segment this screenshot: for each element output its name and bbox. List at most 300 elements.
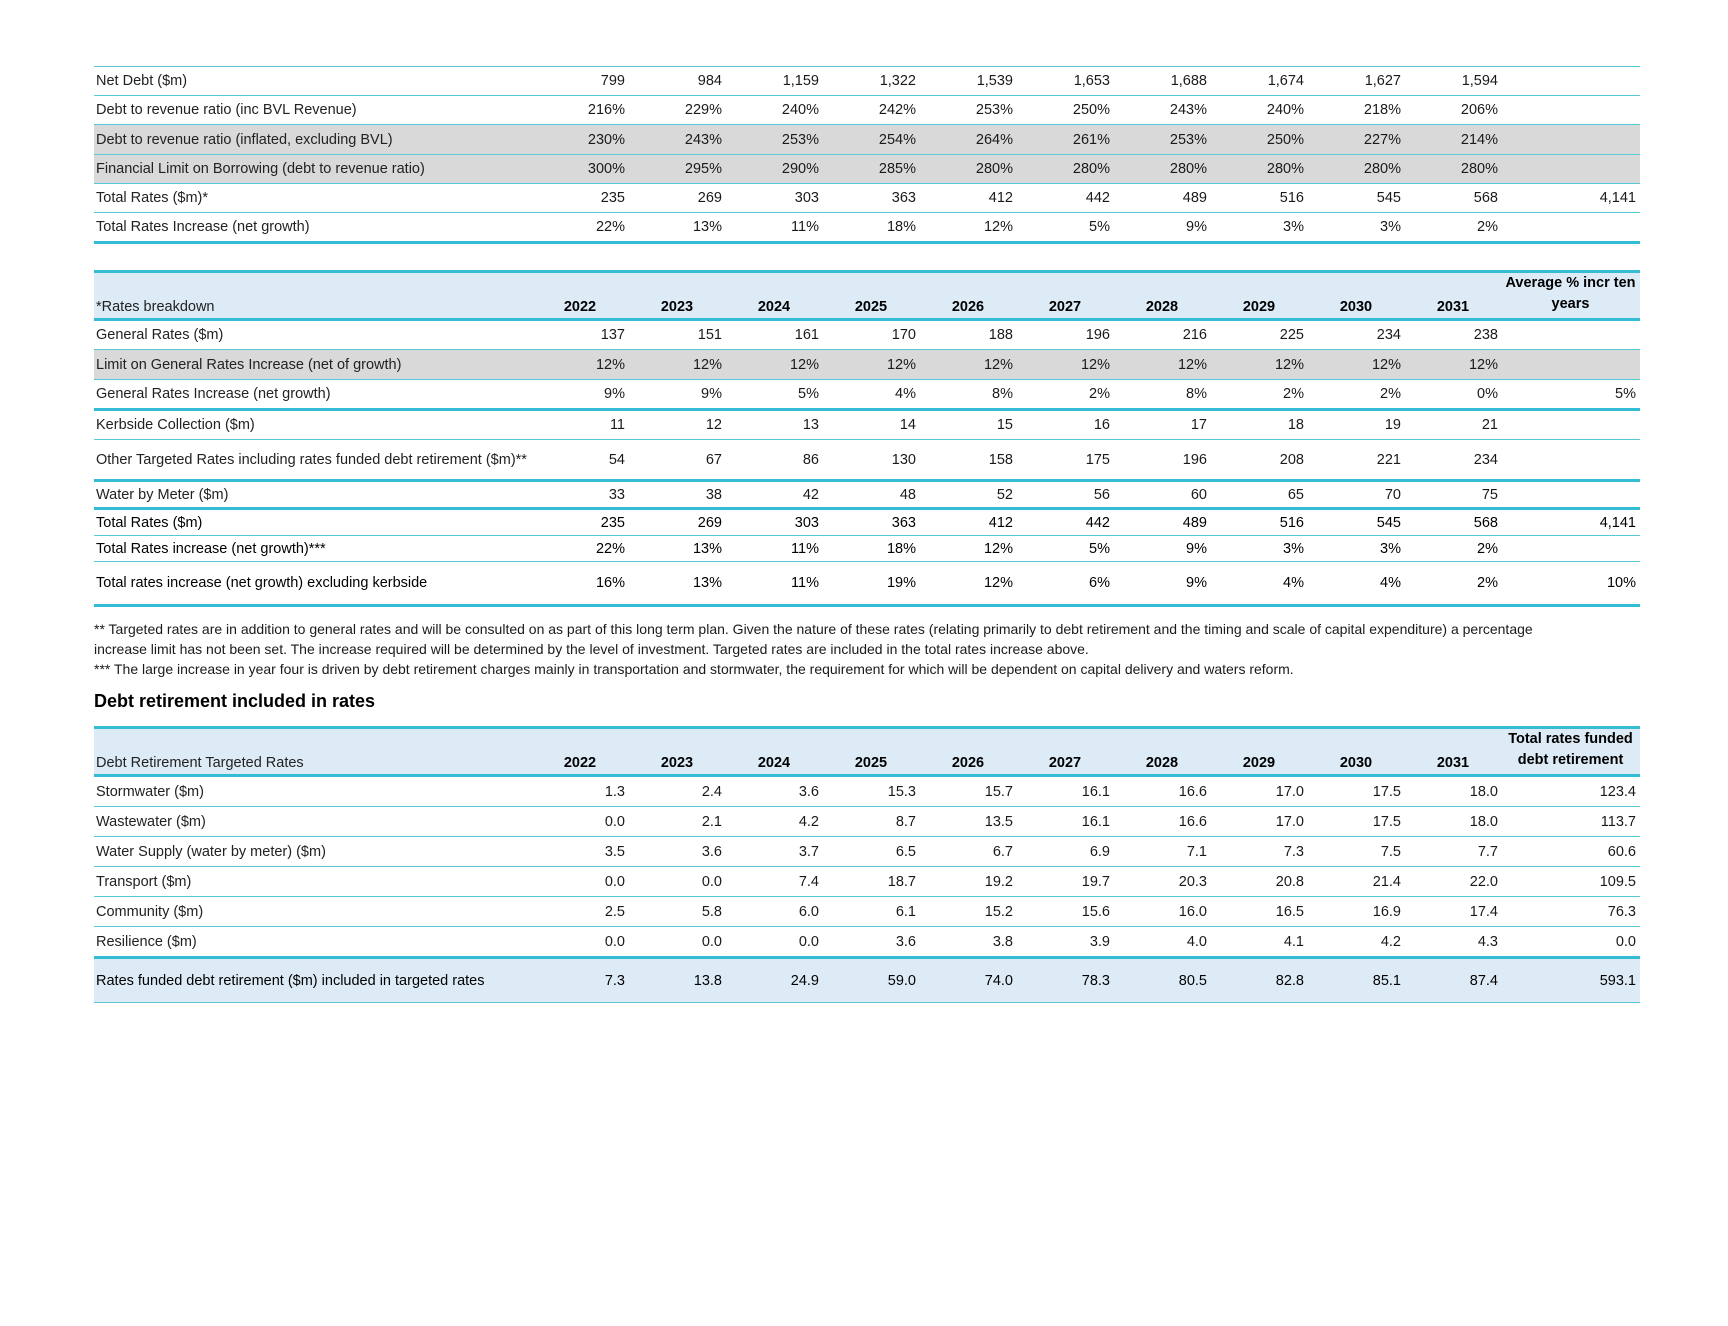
header-label: Debt Retirement Targeted Rates xyxy=(94,728,532,776)
value-cell: 16.1 xyxy=(1017,807,1114,837)
value-cell: 151 xyxy=(629,320,726,350)
footnote-year-four-increase: *** The large increase in year four is driven by debt retirement charges mainly in transportation and stormwater, the requirement for which will be dependent on capital delivery and waters reform. xyxy=(94,661,1294,677)
table-row xyxy=(94,807,1640,837)
value-cell: 12 xyxy=(629,410,726,440)
value-cell: 12% xyxy=(1017,350,1114,380)
value-cell: 243% xyxy=(1114,96,1211,125)
total-cell: 0.0 xyxy=(1502,927,1640,958)
value-cell: 0.0 xyxy=(629,867,726,897)
row-label: Net Debt ($m) xyxy=(94,67,532,96)
table-row xyxy=(94,867,1640,897)
total-cell: 593.1 xyxy=(1502,958,1640,1003)
value-cell: 295% xyxy=(629,155,726,184)
value-cell: 11% xyxy=(726,562,823,606)
value-cell: 17.0 xyxy=(1211,776,1308,807)
value-cell: 67 xyxy=(629,440,726,481)
value-cell: 363 xyxy=(823,509,920,536)
value-cell: 188 xyxy=(920,320,1017,350)
value-cell: 11% xyxy=(726,536,823,562)
table-row xyxy=(94,536,1640,562)
table-row xyxy=(94,509,1640,536)
value-cell: 363 xyxy=(823,184,920,213)
value-cell: 42 xyxy=(726,481,823,509)
value-cell: 16.6 xyxy=(1114,807,1211,837)
value-cell: 16 xyxy=(1017,410,1114,440)
table-row xyxy=(94,213,1640,243)
value-cell: 20.8 xyxy=(1211,867,1308,897)
value-cell: 4.2 xyxy=(726,807,823,837)
value-cell: 60 xyxy=(1114,481,1211,509)
value-cell: 5.8 xyxy=(629,897,726,927)
total-cell xyxy=(1502,125,1640,155)
table-row xyxy=(94,184,1640,213)
year-header: 2029 xyxy=(1211,272,1308,320)
value-cell: 3.5 xyxy=(532,837,629,867)
year-header: 2026 xyxy=(920,272,1017,320)
value-cell: 85.1 xyxy=(1308,958,1405,1003)
section-title: Debt retirement included in rates xyxy=(94,691,376,711)
value-cell: 253% xyxy=(1114,125,1211,155)
value-cell: 3.9 xyxy=(1017,927,1114,958)
value-cell: 12% xyxy=(920,350,1017,380)
row-label: Transport ($m) xyxy=(94,867,532,897)
table-row xyxy=(94,927,1640,958)
value-cell: 13 xyxy=(726,410,823,440)
value-cell: 17 xyxy=(1114,410,1211,440)
value-cell: 196 xyxy=(1114,440,1211,481)
total-cell xyxy=(1502,96,1640,125)
value-cell: 59.0 xyxy=(823,958,920,1003)
value-cell: 15.6 xyxy=(1017,897,1114,927)
table-row xyxy=(94,320,1640,350)
row-label: Water Supply (water by meter) ($m) xyxy=(94,837,532,867)
value-cell: 4.2 xyxy=(1308,927,1405,958)
value-cell: 3.6 xyxy=(726,776,823,807)
value-cell: 6.1 xyxy=(823,897,920,927)
value-cell: 24.9 xyxy=(726,958,823,1003)
value-cell: 21 xyxy=(1405,410,1502,440)
total-cell xyxy=(1502,155,1640,184)
total-cell xyxy=(1502,350,1640,380)
value-cell: 240% xyxy=(1211,96,1308,125)
value-cell: 545 xyxy=(1308,509,1405,536)
value-cell: 489 xyxy=(1114,184,1211,213)
value-cell: 13% xyxy=(629,562,726,606)
value-cell: 240% xyxy=(726,96,823,125)
value-cell: 568 xyxy=(1405,509,1502,536)
year-header: 2030 xyxy=(1308,272,1405,320)
total-cell: 109.5 xyxy=(1502,867,1640,897)
value-cell: 0% xyxy=(1405,380,1502,410)
value-cell: 38 xyxy=(629,481,726,509)
value-cell: 18 xyxy=(1211,410,1308,440)
value-cell: 216% xyxy=(532,96,629,125)
value-cell: 280% xyxy=(920,155,1017,184)
value-cell: 6.0 xyxy=(726,897,823,927)
year-header: 2024 xyxy=(726,728,823,776)
value-cell: 0.0 xyxy=(629,927,726,958)
row-label: Resilience ($m) xyxy=(94,927,532,958)
total-cell xyxy=(1502,536,1640,562)
year-header: 2024 xyxy=(726,272,823,320)
value-cell: 0.0 xyxy=(532,927,629,958)
value-cell: 87.4 xyxy=(1405,958,1502,1003)
value-cell: 12% xyxy=(629,350,726,380)
value-cell: 799 xyxy=(532,67,629,96)
table-row xyxy=(94,837,1640,867)
value-cell: 234 xyxy=(1308,320,1405,350)
value-cell: 9% xyxy=(629,380,726,410)
value-cell: 4% xyxy=(1308,562,1405,606)
total-cell: 76.3 xyxy=(1502,897,1640,927)
table-row xyxy=(94,897,1640,927)
value-cell: 3% xyxy=(1308,213,1405,243)
year-header: 2025 xyxy=(823,728,920,776)
table-row xyxy=(94,562,1640,606)
value-cell: 285% xyxy=(823,155,920,184)
row-label: Limit on General Rates Increase (net of growth) xyxy=(94,350,532,380)
year-header: 2022 xyxy=(532,728,629,776)
debt-summary-body xyxy=(94,67,1640,243)
value-cell: 13% xyxy=(629,213,726,243)
value-cell: 208 xyxy=(1211,440,1308,481)
value-cell: 4% xyxy=(1211,562,1308,606)
value-cell: 7.5 xyxy=(1308,837,1405,867)
value-cell: 17.0 xyxy=(1211,807,1308,837)
year-header: 2025 xyxy=(823,272,920,320)
footnotes xyxy=(94,619,1554,679)
summary-header: Total rates funded debt retirement xyxy=(1502,728,1640,776)
value-cell: 4.0 xyxy=(1114,927,1211,958)
value-cell: 7.7 xyxy=(1405,837,1502,867)
value-cell: 8% xyxy=(920,380,1017,410)
value-cell: 19 xyxy=(1308,410,1405,440)
value-cell: 229% xyxy=(629,96,726,125)
table-row xyxy=(94,440,1640,481)
row-label: Stormwater ($m) xyxy=(94,776,532,807)
value-cell: 290% xyxy=(726,155,823,184)
total-cell xyxy=(1502,410,1640,440)
total-cell xyxy=(1502,440,1640,481)
header-row xyxy=(94,272,1640,320)
value-cell: 17.5 xyxy=(1308,807,1405,837)
value-cell: 20.3 xyxy=(1114,867,1211,897)
debt-retirement-header xyxy=(94,728,1640,776)
value-cell: 227% xyxy=(1308,125,1405,155)
value-cell: 303 xyxy=(726,509,823,536)
value-cell: 218% xyxy=(1308,96,1405,125)
value-cell: 48 xyxy=(823,481,920,509)
value-cell: 6.5 xyxy=(823,837,920,867)
value-cell: 15 xyxy=(920,410,1017,440)
value-cell: 2% xyxy=(1405,562,1502,606)
total-cell: 10% xyxy=(1502,562,1640,606)
year-header: 2026 xyxy=(920,728,1017,776)
debt-summary-table xyxy=(94,66,1640,244)
value-cell: 412 xyxy=(920,509,1017,536)
value-cell: 412 xyxy=(920,184,1017,213)
value-cell: 22.0 xyxy=(1405,867,1502,897)
value-cell: 14 xyxy=(823,410,920,440)
year-header: 2022 xyxy=(532,272,629,320)
row-label: Kerbside Collection ($m) xyxy=(94,410,532,440)
value-cell: 56 xyxy=(1017,481,1114,509)
value-cell: 0.0 xyxy=(532,807,629,837)
value-cell: 243% xyxy=(629,125,726,155)
value-cell: 254% xyxy=(823,125,920,155)
total-cell xyxy=(1502,320,1640,350)
value-cell: 12% xyxy=(532,350,629,380)
value-cell: 18.0 xyxy=(1405,807,1502,837)
value-cell: 54 xyxy=(532,440,629,481)
table-row xyxy=(94,776,1640,807)
value-cell: 11 xyxy=(532,410,629,440)
value-cell: 22% xyxy=(532,213,629,243)
value-cell: 9% xyxy=(1114,536,1211,562)
summary-header: Average % incr ten years xyxy=(1502,272,1640,320)
value-cell: 516 xyxy=(1211,184,1308,213)
row-label: General Rates ($m) xyxy=(94,320,532,350)
value-cell: 2% xyxy=(1308,380,1405,410)
table-row xyxy=(94,481,1640,509)
value-cell: 280% xyxy=(1114,155,1211,184)
row-label: Total Rates increase (net growth)*** xyxy=(94,536,532,562)
rates-breakdown-body xyxy=(94,320,1640,606)
value-cell: 253% xyxy=(726,125,823,155)
value-cell: 1,322 xyxy=(823,67,920,96)
value-cell: 225 xyxy=(1211,320,1308,350)
value-cell: 70 xyxy=(1308,481,1405,509)
row-label: Debt to revenue ratio (inflated, excluding BVL) xyxy=(94,125,532,155)
value-cell: 1,159 xyxy=(726,67,823,96)
value-cell: 3.8 xyxy=(920,927,1017,958)
debt-retirement-body xyxy=(94,776,1640,1003)
total-cell xyxy=(1502,67,1640,96)
value-cell: 234 xyxy=(1405,440,1502,481)
value-cell: 15.3 xyxy=(823,776,920,807)
value-cell: 12% xyxy=(920,213,1017,243)
total-cell xyxy=(1502,213,1640,243)
row-label: Total rates increase (net growth) excluding kerbside xyxy=(94,562,532,606)
value-cell: 80.5 xyxy=(1114,958,1211,1003)
value-cell: 12% xyxy=(920,536,1017,562)
value-cell: 19% xyxy=(823,562,920,606)
value-cell: 86 xyxy=(726,440,823,481)
value-cell: 216 xyxy=(1114,320,1211,350)
value-cell: 0.0 xyxy=(726,927,823,958)
value-cell: 175 xyxy=(1017,440,1114,481)
financial-strategy-page xyxy=(94,66,1640,1003)
year-header: 2023 xyxy=(629,728,726,776)
year-header: 2023 xyxy=(629,272,726,320)
rates-breakdown-header xyxy=(94,272,1640,320)
row-label: Rates funded debt retirement ($m) included in targeted rates xyxy=(94,958,532,1003)
value-cell: 161 xyxy=(726,320,823,350)
value-cell: 9% xyxy=(1114,213,1211,243)
value-cell: 489 xyxy=(1114,509,1211,536)
total-cell: 4,141 xyxy=(1502,184,1640,213)
value-cell: 1,653 xyxy=(1017,67,1114,96)
value-cell: 22% xyxy=(532,536,629,562)
value-cell: 264% xyxy=(920,125,1017,155)
value-cell: 238 xyxy=(1405,320,1502,350)
header-label: *Rates breakdown xyxy=(94,272,532,320)
value-cell: 13% xyxy=(629,536,726,562)
value-cell: 12% xyxy=(1114,350,1211,380)
value-cell: 221 xyxy=(1308,440,1405,481)
value-cell: 82.8 xyxy=(1211,958,1308,1003)
value-cell: 8.7 xyxy=(823,807,920,837)
value-cell: 15.7 xyxy=(920,776,1017,807)
row-label: Total Rates ($m)* xyxy=(94,184,532,213)
value-cell: 6.7 xyxy=(920,837,1017,867)
value-cell: 9% xyxy=(1114,562,1211,606)
value-cell: 250% xyxy=(1211,125,1308,155)
value-cell: 280% xyxy=(1405,155,1502,184)
value-cell: 269 xyxy=(629,184,726,213)
value-cell: 214% xyxy=(1405,125,1502,155)
value-cell: 253% xyxy=(920,96,1017,125)
table-row xyxy=(94,410,1640,440)
value-cell: 4.3 xyxy=(1405,927,1502,958)
total-cell: 60.6 xyxy=(1502,837,1640,867)
value-cell: 74.0 xyxy=(920,958,1017,1003)
year-header: 2027 xyxy=(1017,728,1114,776)
value-cell: 12% xyxy=(1405,350,1502,380)
value-cell: 7.1 xyxy=(1114,837,1211,867)
value-cell: 2% xyxy=(1405,213,1502,243)
value-cell: 130 xyxy=(823,440,920,481)
value-cell: 65 xyxy=(1211,481,1308,509)
year-header: 2031 xyxy=(1405,728,1502,776)
row-label: Total Rates ($m) xyxy=(94,509,532,536)
total-cell: 123.4 xyxy=(1502,776,1640,807)
value-cell: 6.9 xyxy=(1017,837,1114,867)
table-row xyxy=(94,380,1640,410)
value-cell: 5% xyxy=(1017,213,1114,243)
value-cell: 2% xyxy=(1405,536,1502,562)
row-label: Wastewater ($m) xyxy=(94,807,532,837)
value-cell: 1,594 xyxy=(1405,67,1502,96)
value-cell: 303 xyxy=(726,184,823,213)
value-cell: 11% xyxy=(726,213,823,243)
value-cell: 16.9 xyxy=(1308,897,1405,927)
value-cell: 545 xyxy=(1308,184,1405,213)
value-cell: 196 xyxy=(1017,320,1114,350)
value-cell: 170 xyxy=(823,320,920,350)
value-cell: 17.5 xyxy=(1308,776,1405,807)
value-cell: 12% xyxy=(726,350,823,380)
value-cell: 16.5 xyxy=(1211,897,1308,927)
value-cell: 1.3 xyxy=(532,776,629,807)
row-label: Financial Limit on Borrowing (debt to revenue ratio) xyxy=(94,155,532,184)
value-cell: 78.3 xyxy=(1017,958,1114,1003)
value-cell: 269 xyxy=(629,509,726,536)
value-cell: 137 xyxy=(532,320,629,350)
footnote-targeted-rates: ** Targeted rates are in addition to general rates and will be consulted on as part of this long term plan. Given the nature of these rates (relating primarily to debt retirement and the timing and scale of capital expenditure) a percentage increase limit has not been set. The increase required will be determined by the level of investment. Targeted rates are included in the total rates increase above. xyxy=(94,621,1533,657)
value-cell: 3% xyxy=(1211,536,1308,562)
year-header: 2027 xyxy=(1017,272,1114,320)
value-cell: 442 xyxy=(1017,509,1114,536)
value-cell: 7.4 xyxy=(726,867,823,897)
value-cell: 442 xyxy=(1017,184,1114,213)
value-cell: 230% xyxy=(532,125,629,155)
value-cell: 6% xyxy=(1017,562,1114,606)
value-cell: 1,539 xyxy=(920,67,1017,96)
value-cell: 2.5 xyxy=(532,897,629,927)
value-cell: 3% xyxy=(1308,536,1405,562)
value-cell: 18% xyxy=(823,536,920,562)
value-cell: 16.6 xyxy=(1114,776,1211,807)
value-cell: 75 xyxy=(1405,481,1502,509)
value-cell: 568 xyxy=(1405,184,1502,213)
value-cell: 235 xyxy=(532,184,629,213)
value-cell: 5% xyxy=(1017,536,1114,562)
value-cell: 12% xyxy=(823,350,920,380)
value-cell: 17.4 xyxy=(1405,897,1502,927)
row-label: Other Targeted Rates including rates funded debt retirement ($m)** xyxy=(94,440,532,481)
row-label: Water by Meter ($m) xyxy=(94,481,532,509)
value-cell: 19.7 xyxy=(1017,867,1114,897)
debt-retirement-table xyxy=(94,726,1640,1003)
year-header: 2030 xyxy=(1308,728,1405,776)
table-row-total xyxy=(94,958,1640,1003)
value-cell: 13.5 xyxy=(920,807,1017,837)
table-row xyxy=(94,350,1640,380)
value-cell: 3.7 xyxy=(726,837,823,867)
value-cell: 15.2 xyxy=(920,897,1017,927)
row-label: Community ($m) xyxy=(94,897,532,927)
value-cell: 0.0 xyxy=(532,867,629,897)
value-cell: 13.8 xyxy=(629,958,726,1003)
table-row xyxy=(94,155,1640,184)
value-cell: 1,688 xyxy=(1114,67,1211,96)
total-cell xyxy=(1502,481,1640,509)
value-cell: 2% xyxy=(1017,380,1114,410)
table-row xyxy=(94,67,1640,96)
value-cell: 4% xyxy=(823,380,920,410)
value-cell: 12% xyxy=(1211,350,1308,380)
value-cell: 18.7 xyxy=(823,867,920,897)
row-label: Total Rates Increase (net growth) xyxy=(94,213,532,243)
table-row xyxy=(94,96,1640,125)
value-cell: 280% xyxy=(1308,155,1405,184)
value-cell: 3.6 xyxy=(823,927,920,958)
value-cell: 18.0 xyxy=(1405,776,1502,807)
year-header: 2028 xyxy=(1114,272,1211,320)
value-cell: 516 xyxy=(1211,509,1308,536)
total-cell: 113.7 xyxy=(1502,807,1640,837)
value-cell: 18% xyxy=(823,213,920,243)
year-header: 2029 xyxy=(1211,728,1308,776)
value-cell: 16.1 xyxy=(1017,776,1114,807)
value-cell: 16.0 xyxy=(1114,897,1211,927)
value-cell: 300% xyxy=(532,155,629,184)
value-cell: 250% xyxy=(1017,96,1114,125)
value-cell: 21.4 xyxy=(1308,867,1405,897)
value-cell: 2% xyxy=(1211,380,1308,410)
value-cell: 280% xyxy=(1211,155,1308,184)
value-cell: 8% xyxy=(1114,380,1211,410)
value-cell: 3.6 xyxy=(629,837,726,867)
year-header: 2028 xyxy=(1114,728,1211,776)
value-cell: 9% xyxy=(532,380,629,410)
value-cell: 19.2 xyxy=(920,867,1017,897)
total-cell: 4,141 xyxy=(1502,509,1640,536)
value-cell: 1,627 xyxy=(1308,67,1405,96)
value-cell: 984 xyxy=(629,67,726,96)
value-cell: 4.1 xyxy=(1211,927,1308,958)
